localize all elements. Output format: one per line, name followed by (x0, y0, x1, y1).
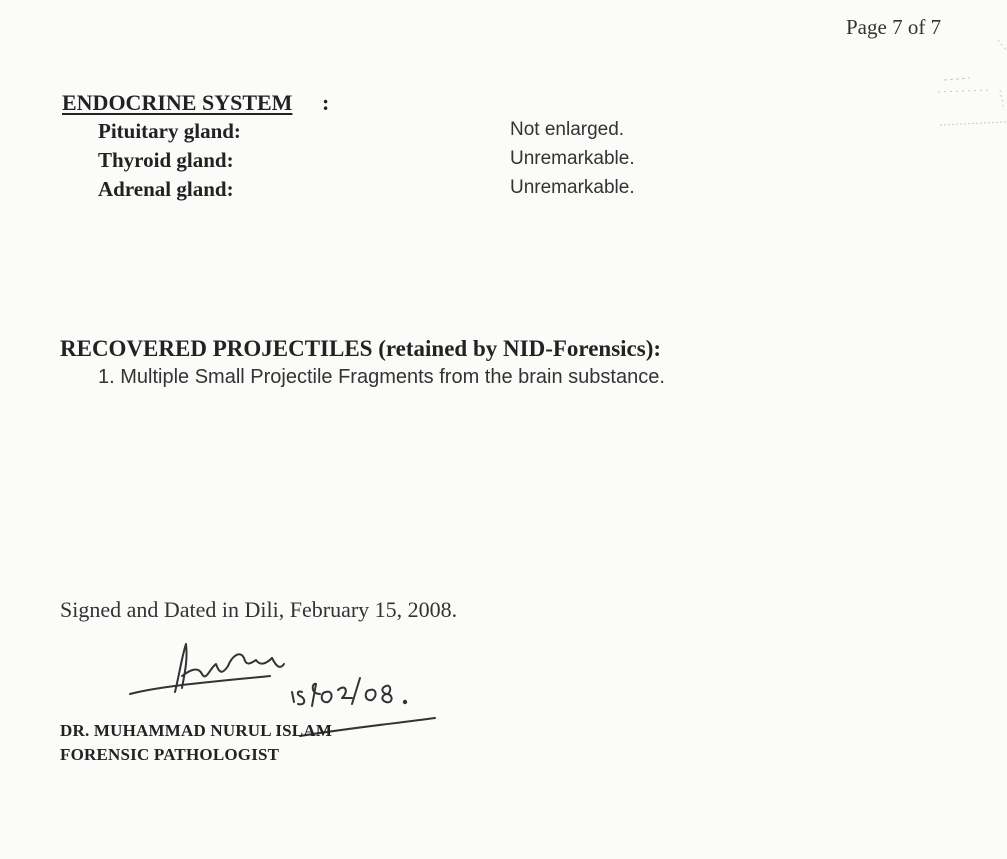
projectile-item: 1. Multiple Small Projectile Fragments from the brain substance. (98, 366, 665, 388)
adrenal-label: Adrenal gland: (98, 177, 234, 201)
thyroid-label: Thyroid gland: (98, 148, 234, 172)
endocrine-heading: ENDOCRINE SYSTEM (62, 90, 293, 115)
signatory-name: DR. MUHAMMAD NURUL ISLAM (60, 721, 333, 740)
pituitary-label: Pituitary gland: (98, 119, 241, 143)
thyroid-value: Unremarkable. (510, 148, 635, 169)
page-number: Page 7 of 7 (846, 15, 942, 39)
stamp-mark (930, 30, 1007, 130)
adrenal-value: Unremarkable. (510, 177, 635, 198)
projectiles-heading: RECOVERED PROJECTILES (retained by NID-Forensics): (60, 336, 662, 361)
signatory-title: FORENSIC PATHOLOGIST (60, 745, 280, 764)
pituitary-value: Not enlarged. (510, 119, 625, 140)
endocrine-heading-colon: : (322, 90, 330, 115)
signed-dated-line: Signed and Dated in Dili, February 15, 2008. (60, 597, 458, 622)
